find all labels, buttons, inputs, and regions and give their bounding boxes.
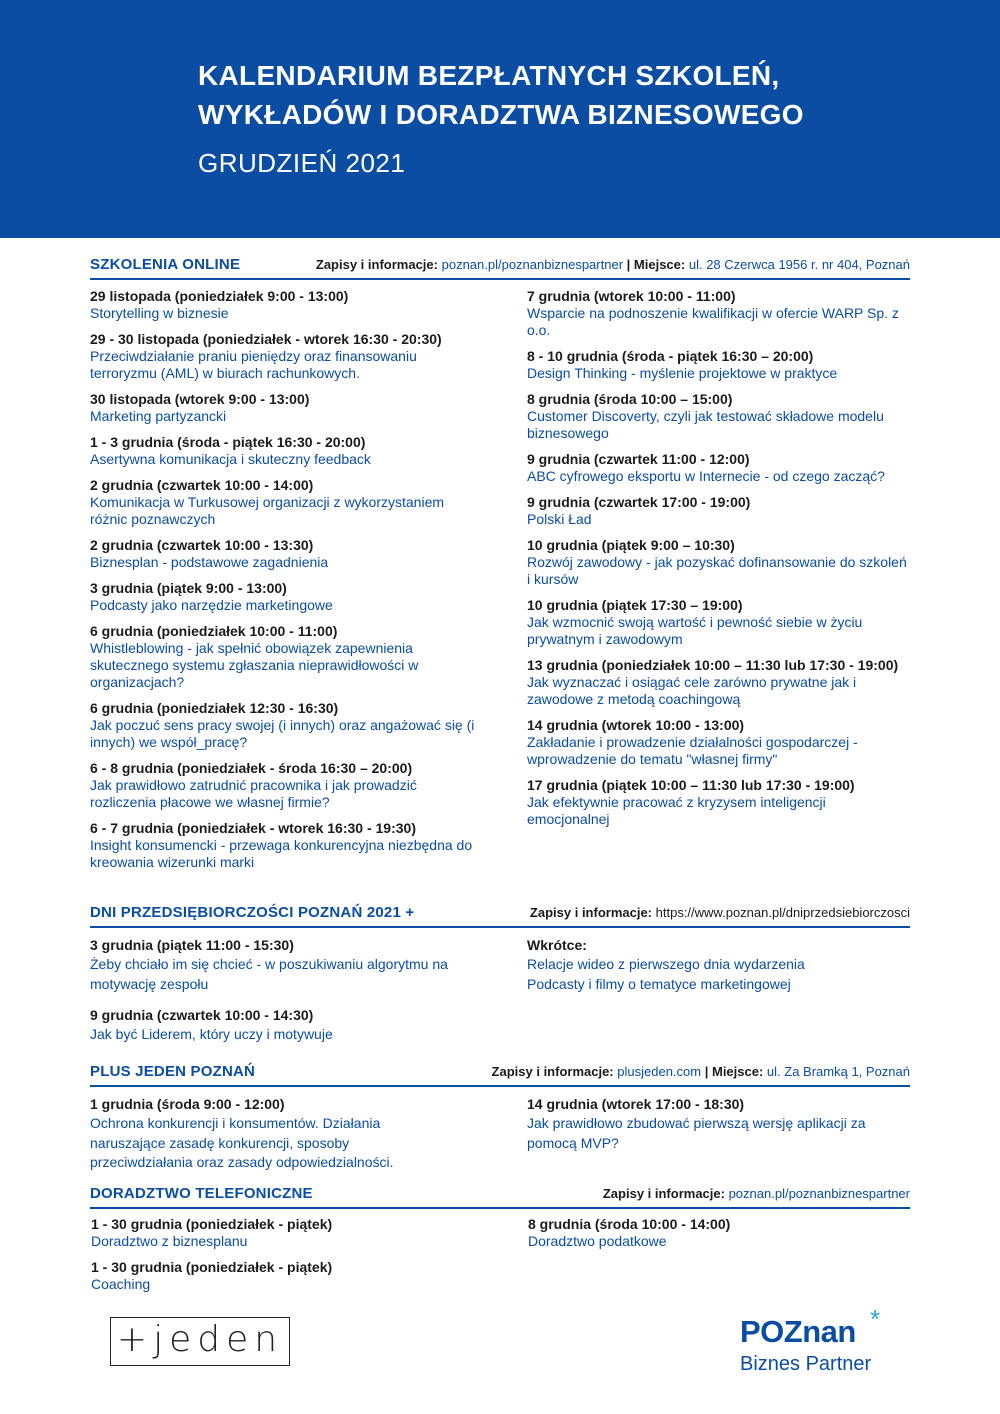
- event-name: Jak prawidłowo zbudować pierwszą wersję aplikacji za pomocą MVP?: [527, 1115, 866, 1151]
- event-name: Marketing partyzancki: [90, 408, 227, 424]
- event-date: 14 grudnia (wtorek 10:00 - 13:00): [527, 717, 745, 733]
- section-info: [530, 905, 910, 920]
- event-name: Jak poczuć sens pracy swojej (i innych) oraz angażować się (i innych) we współ_pracę?: [90, 717, 475, 750]
- section-title: DNI PRZEDSIĘBIORCZOŚCI POZNAŃ 2021 +: [90, 904, 415, 921]
- event-name: Customer Discoverty, czyli jak testować składowe modelu biznesowego: [527, 408, 884, 441]
- event-item: [90, 760, 480, 811]
- event-item: [528, 1216, 910, 1250]
- event-date: 6 grudnia (poniedziałek 10:00 - 11:00): [90, 623, 338, 639]
- info-label: Zapisy i informacje:: [529, 905, 653, 920]
- event-name: Jak wzmocnić swoją wartość i pewność siebie w życiu prywatnym i zawodowym: [527, 614, 863, 647]
- dni-right-column: [527, 935, 910, 994]
- event-name: Storytelling w biznesie: [90, 305, 229, 321]
- event-name: Zakładanie i prowadzenie działalności gospodarczej - wprowadzenie do tematu "własnej firmy": [527, 734, 858, 767]
- event-name: Żeby chciało im się chcieć - w poszukiwaniu algorytmu na motywację zespołu: [90, 956, 448, 992]
- event-name: Jak wyznaczać i osiągać cele zarówno prywatne jak i zawodowe z metodą coachingową: [527, 674, 857, 707]
- event-date: 8 - 10 grudnia (środa - piątek 16:30 – 20:00): [527, 348, 814, 364]
- event-item: [90, 935, 480, 994]
- event-date: 9 grudnia (czwartek 17:00 - 19:00): [527, 494, 751, 510]
- event-date: 1 - 30 grudnia (poniedziałek - piątek): [91, 1259, 333, 1275]
- section-header-online: [90, 256, 910, 280]
- event-item: [527, 657, 910, 708]
- event-date: 14 grudnia (wtorek 17:00 - 18:30): [527, 1096, 745, 1112]
- event-date: 1 - 3 grudnia (środa - piątek 16:30 - 20:00): [90, 434, 366, 450]
- event-date: 8 grudnia (środa 10:00 – 15:00): [527, 391, 733, 407]
- event-item: [90, 1094, 430, 1173]
- section-header-plus: [90, 1063, 910, 1087]
- event-item: [527, 451, 910, 485]
- event-date: 30 listopada (wtorek 9:00 - 13:00): [90, 391, 310, 407]
- event-date: 2 grudnia (czwartek 10:00 - 13:30): [90, 537, 314, 553]
- event-name: Insight konsumencki - przewaga konkurencyjna niezbędna do kreowania wizerunki marki: [90, 837, 473, 870]
- section-info: [316, 257, 910, 272]
- poznan-wordmark: POZnan: [740, 1314, 856, 1349]
- event-name: Polski Ład: [527, 511, 592, 527]
- event-item: [90, 477, 480, 528]
- event-name: Komunikacja w Turkusowej organizacji z wykorzystaniem różnic poznawczych: [90, 494, 445, 527]
- info-label: Zapisy i informacje:: [315, 257, 438, 272]
- event-item: [91, 1259, 481, 1293]
- place-label: Miejsce:: [633, 257, 686, 272]
- section-title: SZKOLENIA ONLINE: [90, 256, 241, 273]
- section-info: [603, 1186, 910, 1201]
- section-title: PLUS JEDEN POZNAŃ: [90, 1063, 256, 1080]
- event-name: Asertywna komunikacja i skuteczny feedback: [90, 451, 371, 467]
- place-label: Miejsce:: [711, 1064, 764, 1079]
- event-item: [91, 1216, 481, 1250]
- event-item: [90, 288, 480, 322]
- phone-left-column: [91, 1216, 481, 1302]
- soon-label: Wkrótce:: [527, 937, 587, 953]
- event-date: 29 - 30 listopada (poniedziałek - wtorek 16:30 - 20:30): [90, 331, 442, 347]
- event-item: [527, 288, 910, 339]
- section-header-phone: [90, 1185, 910, 1209]
- event-date: 8 grudnia (środa 10:00 - 14:00): [528, 1216, 731, 1232]
- event-name: Coaching: [91, 1276, 151, 1292]
- event-date: 17 grudnia (piątek 10:00 – 11:30 lub 17:30 - 19:00): [527, 777, 855, 793]
- event-name: Rozwój zawodowy - jak pozyskać dofinansowanie do szkoleń i kursów: [527, 554, 907, 587]
- soon-item: Podcasty i filmy o tematyce marketingowej: [527, 975, 791, 992]
- event-name: Jak efektywnie pracować z kryzysem inteligencji emocjonalnej: [527, 794, 826, 827]
- section-title: DORADZTWO TELEFONICZNE: [90, 1185, 313, 1202]
- event-item: [90, 331, 480, 382]
- title-line-2: WYKŁADÓW I DORADZTWA BIZNESOWEGO: [198, 99, 804, 130]
- title-line-1: KALENDARIUM BEZPŁATNYCH SZKOLEŃ,: [198, 60, 780, 91]
- info-label: Zapisy i informacje:: [602, 1186, 725, 1201]
- online-right-column: [527, 288, 910, 837]
- event-name: Jak prawidłowo zatrudnić pracownika i jak prowadzić rozliczenia płacowe we własnej firmie?: [90, 777, 417, 810]
- soon-item: Relacje wideo z pierwszego dnia wydarzenia: [527, 956, 805, 972]
- event-name: Doradztwo z biznesplanu: [91, 1233, 248, 1249]
- separator: |: [626, 257, 631, 272]
- event-name: ABC cyfrowego eksportu w Internecie - od czego zacząć?: [527, 468, 885, 484]
- section-info: [492, 1064, 910, 1079]
- event-item: [90, 700, 480, 751]
- event-name: Wsparcie na podnoszenie kwalifikacji w ofercie WARP Sp. z o.o.: [527, 305, 899, 338]
- section-header-dni: [90, 904, 910, 928]
- separator: |: [704, 1064, 709, 1079]
- event-date: 13 grudnia (poniedziałek 10:00 – 11:30 lub 17:30 - 19:00): [527, 657, 899, 673]
- event-date: 1 grudnia (środa 9:00 - 12:00): [90, 1096, 285, 1112]
- event-item: [90, 623, 480, 691]
- event-item: [90, 434, 480, 468]
- biznes-partner-text: Biznes Partner: [740, 1353, 872, 1375]
- event-item: [527, 1094, 872, 1153]
- info-link[interactable]: poznan.pl/poznanbiznespartner: [441, 257, 624, 272]
- event-item: [527, 777, 910, 828]
- event-date: 3 grudnia (piątek 9:00 - 13:00): [90, 580, 287, 596]
- event-date: 1 - 30 grudnia (poniedziałek - piątek): [91, 1216, 333, 1232]
- plus-jeden-logo: +jeden: [110, 1317, 290, 1366]
- event-item: [527, 348, 910, 382]
- event-date: 6 grudnia (poniedziałek 12:30 - 16:30): [90, 700, 339, 716]
- event-name: Doradztwo podatkowe: [528, 1233, 667, 1249]
- event-item: [527, 597, 910, 648]
- phone-right-column: [528, 1216, 910, 1259]
- online-left-column: [90, 288, 480, 880]
- event-date: 29 listopada (poniedziałek 9:00 - 13:00): [90, 288, 349, 304]
- dni-left-column: [90, 935, 480, 1054]
- event-item: [90, 537, 480, 571]
- header-banner: [0, 0, 1000, 238]
- event-name: Podcasty jako narzędzie marketingowe: [90, 597, 333, 613]
- place-value: ul. Za Bramką 1, Poznań: [766, 1064, 910, 1079]
- info-link[interactable]: poznan.pl/poznanbiznespartner: [728, 1186, 910, 1201]
- event-item: [527, 537, 910, 588]
- event-item: [527, 494, 910, 528]
- plus-right-column: [527, 1094, 872, 1162]
- event-date: 2 grudnia (czwartek 10:00 - 14:00): [90, 477, 314, 493]
- event-date: 6 - 8 grudnia (poniedziałek - środa 16:30 – 20:00): [90, 760, 413, 776]
- event-date: 10 grudnia (piątek 17:30 – 19:00): [527, 597, 743, 613]
- month-title: GRUDZIEŃ 2021: [198, 148, 406, 178]
- event-date: 3 grudnia (piątek 11:00 - 15:30): [90, 937, 294, 953]
- event-name: Biznesplan - podstawowe zagadnienia: [90, 554, 329, 570]
- info-link[interactable]: plusjeden.com: [617, 1064, 702, 1079]
- event-name: Przeciwdziałanie praniu pieniędzy oraz finansowaniu terroryzmu (AML) w biurach rachunkowych.: [90, 348, 417, 381]
- star-icon: *: [870, 1304, 881, 1334]
- event-item: [90, 580, 480, 614]
- info-link[interactable]: https://www.poznan.pl/dniprzedsiebiorczosci: [655, 905, 910, 920]
- event-date: 6 - 7 grudnia (poniedziałek - wtorek 16:30 - 19:30): [90, 820, 416, 836]
- plus-left-column: [90, 1094, 430, 1182]
- event-item: [90, 820, 480, 871]
- event-name: Whistleblowing - jak spełnić obowiązek zapewnienia skutecznego systemu zgłaszania nieprawidłowości w organizacjach?: [90, 640, 419, 690]
- event-item: [527, 717, 910, 768]
- event-item: [90, 391, 480, 425]
- info-label: Zapisy i informacje:: [491, 1064, 614, 1079]
- event-name: Design Thinking - myślenie projektowe w praktyce: [527, 365, 838, 381]
- poznan-biznes-partner-logo: [740, 1304, 910, 1378]
- event-name: Jak być Liderem, który uczy i motywuje: [90, 1026, 333, 1042]
- event-date: 7 grudnia (wtorek 10:00 - 11:00): [527, 288, 736, 304]
- event-date: 10 grudnia (piątek 9:00 – 10:30): [527, 537, 735, 553]
- place-value: ul. 28 Czerwca 1956 r. nr 404, Poznań: [688, 257, 910, 272]
- event-date: 9 grudnia (czwartek 10:00 - 14:30): [90, 1007, 314, 1023]
- event-item: [90, 1005, 480, 1045]
- event-item: [527, 391, 910, 442]
- event-name: Ochrona konkurencji i konsumentów. Działania naruszające zasadę konkurencji, sposoby przeciwdziałania oraz zasady odpowiedzialności.: [90, 1115, 394, 1170]
- event-date: 9 grudnia (czwartek 11:00 - 12:00): [527, 451, 750, 467]
